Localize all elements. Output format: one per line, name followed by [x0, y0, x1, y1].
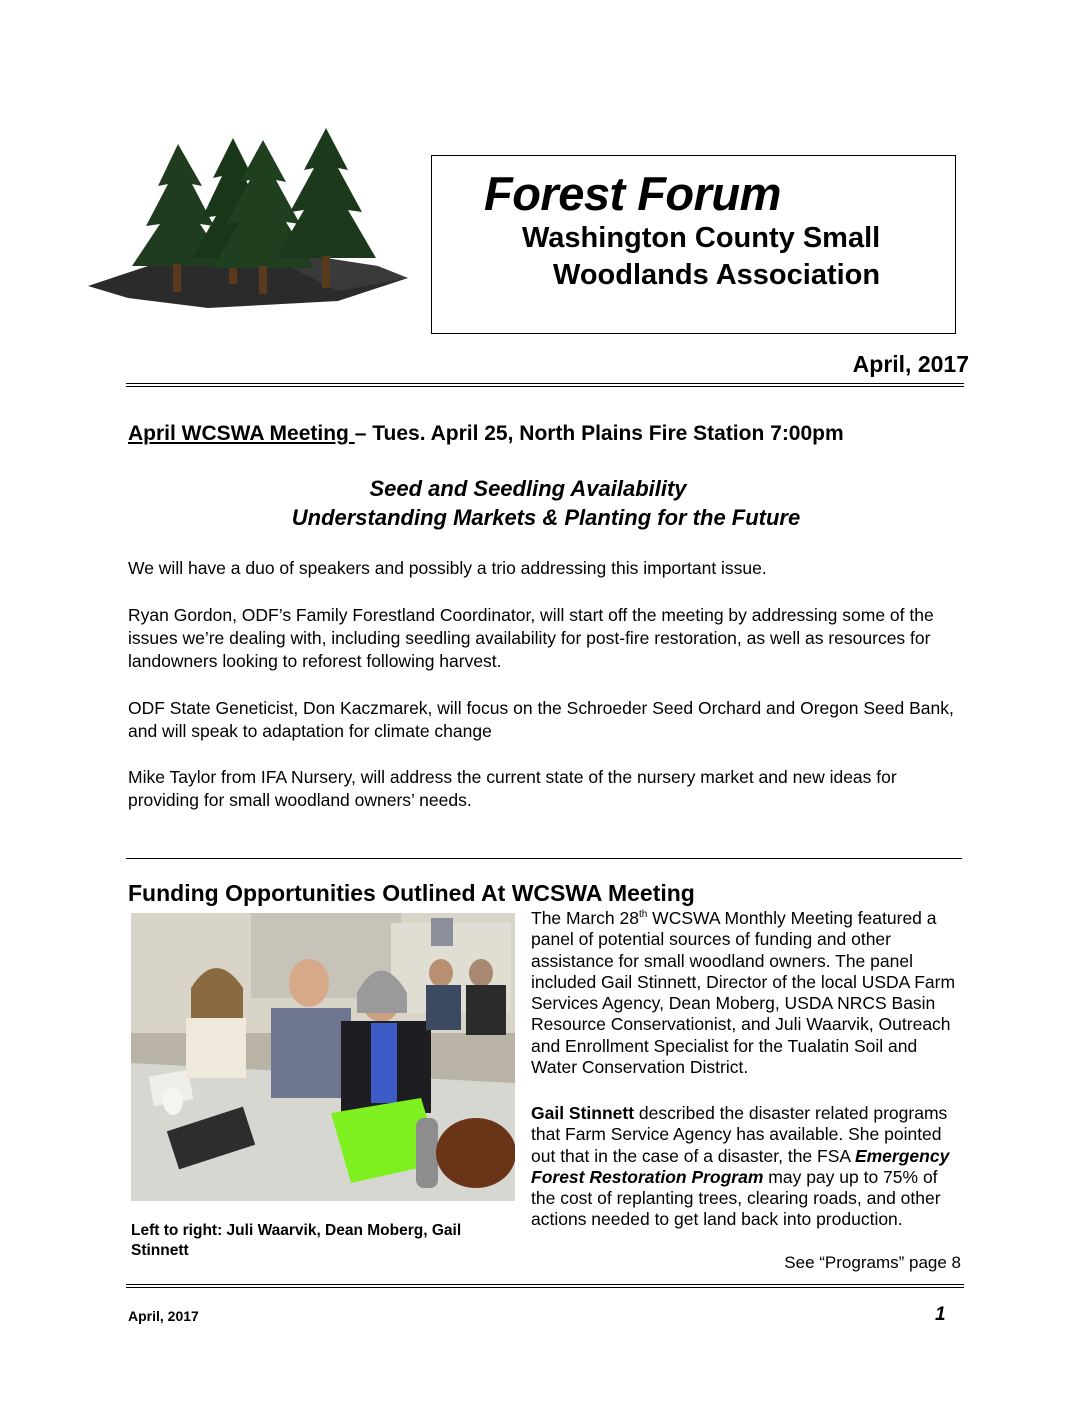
talk-title-line2: Understanding Markets & Planting for the Future [291, 505, 801, 530]
meeting-heading-details: – Tues. April 25, North Plains Fire Station 7:00pm [354, 422, 844, 445]
trees-logo [88, 126, 412, 316]
header-divider [126, 383, 964, 387]
program-name: Emergency Forest Restoration Program [531, 1145, 950, 1187]
funding-paragraph-2-end: may pay up to 75% of the cost of replanting trees, clearing roads, and other actions needed to get land back into production. [531, 1166, 941, 1230]
organization-name-line1: Washington County Small [522, 222, 881, 254]
continued-on-page-note: See “Programs” page 8 [784, 1253, 961, 1272]
funding-paragraph-1 [531, 908, 966, 1078]
meeting-paragraph: Ryan Gordon, ODF’s Family Forestland Coordinator, will start off the meeting by addressing some of the issues we’re dealing with, including seedling availability for post-fire restoration, as well as resources for landowners looking to reforest following harvest. [128, 605, 934, 671]
organization-name-line2: Woodlands Association [553, 259, 881, 291]
talk-title-line1: Seed and Seedling Availability [369, 476, 687, 501]
photo-caption: Left to right: Juli Waarvik, Dean Moberg, Gail Stinnett [131, 1222, 462, 1259]
funding-paragraph-1-rest: WCSWA Monthly Meeting featured a panel of potential sources of funding and other assistance for small woodland owners. The panel included Gail Stinnett, Director of the local USDA Farm Services Agency, Dean Moberg, USDA NRCS Basin Resource Conservationist, and Juli Waarvik, Outreach and Enrollment Specialist for the Tualatin Soil and Water Conservation District. [531, 908, 956, 1078]
speaker-name: Gail Stinnett [531, 1103, 635, 1123]
meeting-photo [131, 913, 515, 1201]
ordinal-suffix: th [638, 909, 648, 921]
section-divider [126, 858, 962, 859]
page-number: 1 [935, 1304, 946, 1325]
panelists-photo-icon [131, 913, 515, 1201]
funding-paragraph-1-start: The March 28 [531, 908, 639, 928]
meeting-heading-link: April WCSWA Meeting [128, 422, 355, 445]
funding-article-heading: Funding Opportunities Outlined At WCSWA Meeting [128, 880, 695, 906]
newsletter-title: Forest Forum [484, 167, 781, 220]
trees-logo-icon [88, 126, 412, 316]
meeting-paragraph: Mike Taylor from IFA Nursery, will address the current state of the nursery market and new ideas for providing for small woodland owners’ needs. [128, 767, 897, 810]
funding-paragraph-2 [531, 1103, 966, 1231]
meeting-paragraph: We will have a duo of speakers and possibly a trio addressing this important issue. [128, 558, 767, 578]
funding-paragraph-2-mid: described the disaster related programs that Farm Service Agency has available. She pointed out that in the case of a disaster, the FSA [531, 1103, 948, 1166]
meeting-paragraph: ODF State Geneticist, Don Kaczmarek, will focus on the Schroeder Seed Orchard and Oregon Seed Bank, and will speak to adaptation for climate change [128, 698, 954, 741]
issue-date: April, 2017 [852, 351, 969, 377]
footer-divider [126, 1284, 964, 1288]
meeting-heading [128, 422, 844, 446]
footer-date: April, 2017 [128, 1308, 199, 1324]
